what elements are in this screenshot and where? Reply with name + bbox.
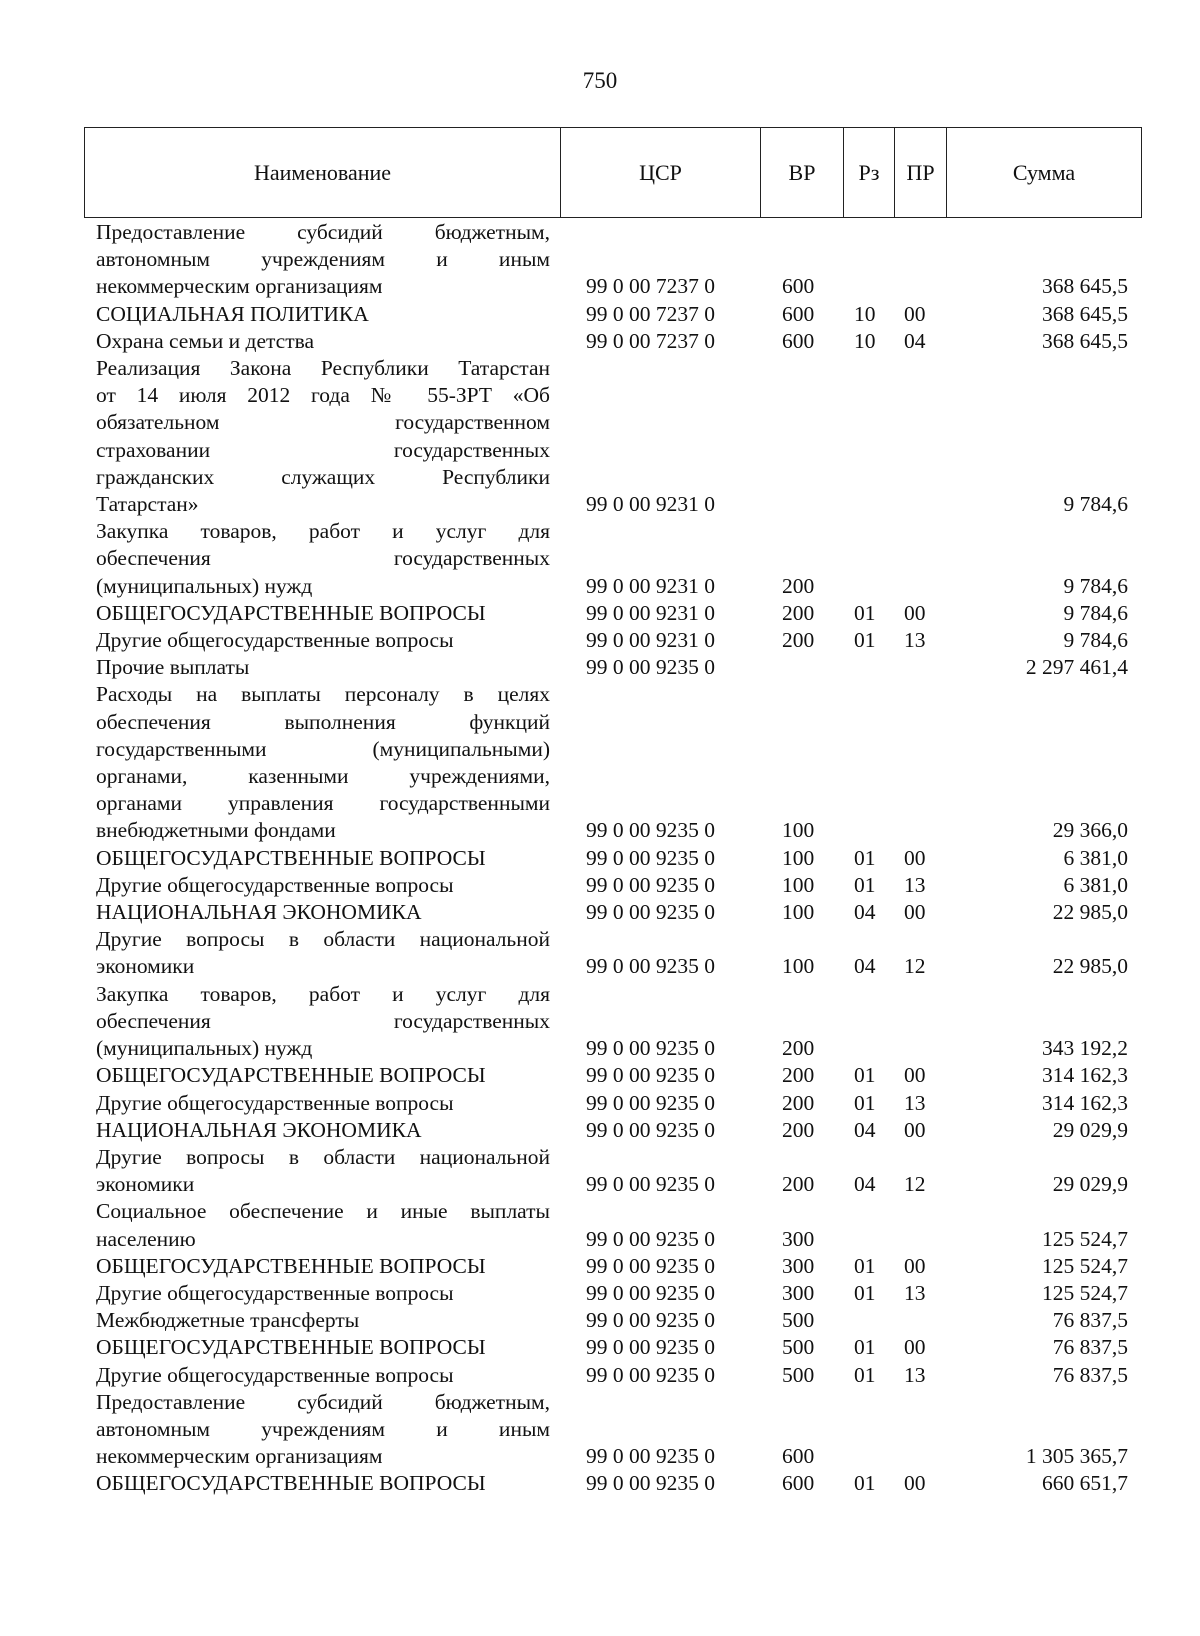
- row-csr: 99 0 00 9235 0: [586, 655, 715, 680]
- row-vr: 600: [782, 301, 815, 326]
- row-csr: 99 0 00 9235 0: [586, 1280, 715, 1305]
- row-rz: 10: [854, 328, 876, 353]
- row-sum: 22 985,0: [1052, 954, 1128, 979]
- row-vr: 100: [782, 954, 815, 979]
- row-sum: 368 645,5: [1042, 274, 1128, 299]
- row-name: [96, 1062, 550, 1089]
- row-csr: 99 0 00 9235 0: [586, 954, 715, 979]
- row-rz: 01: [854, 845, 876, 870]
- row-csr: 99 0 00 9231 0: [586, 628, 715, 653]
- row-rz: 04: [854, 1172, 876, 1197]
- row-vr: 300: [782, 1253, 815, 1278]
- row-rz: 01: [854, 872, 876, 897]
- row-csr: 99 0 00 9235 0: [586, 1253, 715, 1278]
- row-vr: 200: [782, 1063, 815, 1088]
- row-csr: 99 0 00 9235 0: [586, 872, 715, 897]
- row-rz: 01: [854, 628, 876, 653]
- row-name-line: обязательном государственном: [96, 410, 550, 435]
- row-name: [96, 219, 550, 301]
- row-name-line: обеспечения выполнения функций: [96, 709, 550, 734]
- row-pr: 00: [904, 1335, 926, 1360]
- table-row: [0, 1117, 1200, 1144]
- table-body: [0, 219, 1200, 1498]
- row-pr: 12: [904, 1172, 926, 1197]
- row-rz: 01: [854, 1063, 876, 1088]
- row-sum: 9 784,6: [1063, 628, 1128, 653]
- row-vr: 200: [782, 600, 815, 625]
- row-pr: 00: [904, 1063, 926, 1088]
- row-vr: 100: [782, 872, 815, 897]
- row-name-line: Прочие выплаты: [96, 655, 250, 680]
- row-name-line: автономным учреждениям и иным: [96, 247, 550, 272]
- row-name: [96, 1198, 550, 1252]
- row-name-line: СОЦИАЛЬНАЯ ПОЛИТИКА: [96, 301, 369, 326]
- header-vr: ВР: [761, 128, 844, 217]
- row-name-line: Реализация Закона Республики Татарстан: [96, 356, 550, 381]
- row-name-line: НАЦИОНАЛЬНАЯ ЭКОНОМИКА: [96, 900, 422, 925]
- row-vr: 200: [782, 573, 815, 598]
- row-csr: 99 0 00 9235 0: [586, 1471, 715, 1496]
- row-vr: 200: [782, 1036, 815, 1061]
- row-name-line: некоммерческим организациям: [96, 1444, 383, 1469]
- row-name: [96, 872, 550, 899]
- row-name-line: внебюджетными фондами: [96, 818, 336, 843]
- row-csr: 99 0 00 9235 0: [586, 1335, 715, 1360]
- row-vr: 300: [782, 1280, 815, 1305]
- row-name-line: Закупка товаров, работ и услуг для: [96, 981, 550, 1006]
- row-csr: 99 0 00 9231 0: [586, 600, 715, 625]
- row-sum: 368 645,5: [1042, 301, 1128, 326]
- row-name-line: ОБЩЕГОСУДАРСТВЕННЫЕ ВОПРОСЫ: [96, 1063, 486, 1088]
- row-name-line: Социальное обеспечение и иные выплаты: [96, 1199, 550, 1224]
- row-csr: 99 0 00 9235 0: [586, 1117, 715, 1142]
- row-name-line: экономики: [96, 1172, 195, 1197]
- row-name: [96, 681, 550, 844]
- row-sum: 125 524,7: [1042, 1253, 1128, 1278]
- row-vr: 200: [782, 1090, 815, 1115]
- row-vr: 600: [782, 328, 815, 353]
- row-pr: 00: [904, 900, 926, 925]
- row-vr: 600: [782, 274, 815, 299]
- table-row: [0, 681, 1200, 844]
- row-name-line: ОБЩЕГОСУДАРСТВЕННЫЕ ВОПРОСЫ: [96, 1471, 486, 1496]
- row-sum: 2 297 461,4: [1025, 655, 1128, 680]
- row-vr: 500: [782, 1308, 815, 1333]
- row-sum: 29 029,9: [1052, 1117, 1128, 1142]
- row-vr: 200: [782, 628, 815, 653]
- row-name-line: ОБЩЕГОСУДАРСТВЕННЫЕ ВОПРОСЫ: [96, 600, 486, 625]
- table-row: [0, 355, 1200, 518]
- row-name-line: Межбюджетные трансферты: [96, 1308, 360, 1333]
- row-sum: 9 784,6: [1063, 600, 1128, 625]
- row-name-line: Предоставление субсидий бюджетным,: [96, 1389, 550, 1414]
- row-name: [96, 1253, 550, 1280]
- row-sum: 22 985,0: [1052, 900, 1128, 925]
- row-name: [96, 845, 550, 872]
- row-sum: 76 837,5: [1052, 1335, 1128, 1360]
- table-row: [0, 654, 1200, 681]
- row-name: [96, 899, 550, 926]
- table-row: [0, 1470, 1200, 1497]
- row-csr: 99 0 00 9235 0: [586, 1063, 715, 1088]
- row-csr: 99 0 00 9231 0: [586, 573, 715, 598]
- row-name-line: Другие вопросы в области национальной: [96, 927, 550, 952]
- row-sum: 660 651,7: [1042, 1471, 1128, 1496]
- row-vr: 600: [782, 1471, 815, 1496]
- row-name: [96, 518, 550, 600]
- row-vr: 100: [782, 818, 815, 843]
- row-vr: 100: [782, 845, 815, 870]
- row-csr: 99 0 00 9235 0: [586, 1308, 715, 1333]
- row-name-line: Татарстан»: [96, 492, 199, 517]
- row-name: [96, 1280, 550, 1307]
- row-rz: 01: [854, 1253, 876, 1278]
- row-sum: 368 645,5: [1042, 328, 1128, 353]
- row-sum: 125 524,7: [1042, 1226, 1128, 1251]
- table-header: [84, 127, 1142, 218]
- row-csr: 99 0 00 9235 0: [586, 900, 715, 925]
- row-name-line: от 14 июля 2012 года № 55-ЗРТ «Об: [96, 383, 550, 408]
- row-pr: 13: [904, 1090, 926, 1115]
- row-csr: 99 0 00 9235 0: [586, 818, 715, 843]
- table-row: [0, 219, 1200, 301]
- row-name-line: (муниципальных) нужд: [96, 573, 313, 598]
- row-csr: 99 0 00 9235 0: [586, 845, 715, 870]
- row-sum: 9 784,6: [1063, 573, 1128, 598]
- row-pr: 13: [904, 1362, 926, 1387]
- row-name: [96, 981, 550, 1063]
- table-row: [0, 926, 1200, 980]
- table-row: [0, 1144, 1200, 1198]
- row-name-line: Другие общегосударственные вопросы: [96, 628, 454, 653]
- row-name: [96, 926, 550, 980]
- table-row: [0, 1090, 1200, 1117]
- table-row: [0, 1253, 1200, 1280]
- row-name: [96, 301, 550, 328]
- row-name-line: обеспечения государственных: [96, 546, 550, 571]
- row-rz: 01: [854, 1280, 876, 1305]
- row-name-line: (муниципальных) нужд: [96, 1036, 313, 1061]
- row-name-line: Другие общегосударственные вопросы: [96, 1090, 454, 1115]
- header-sum: Сумма: [1012, 159, 1076, 185]
- row-sum: 6 381,0: [1063, 872, 1128, 897]
- row-name: [96, 355, 550, 518]
- page-number: 750: [582, 68, 618, 93]
- row-rz: 04: [854, 954, 876, 979]
- row-name-line: Другие общегосударственные вопросы: [96, 872, 454, 897]
- row-vr: 200: [782, 1117, 815, 1142]
- row-name: [96, 1334, 550, 1361]
- table-row: [0, 1307, 1200, 1334]
- table-row: [0, 1334, 1200, 1361]
- row-sum: 6 381,0: [1063, 845, 1128, 870]
- row-name-line: некоммерческим организациям: [96, 274, 383, 299]
- row-name-line: Охрана семьи и детства: [96, 328, 315, 353]
- row-csr: 99 0 00 9235 0: [586, 1362, 715, 1387]
- row-name: [96, 1389, 550, 1471]
- row-sum: 29 366,0: [1052, 818, 1128, 843]
- table-row: [0, 328, 1200, 355]
- row-name: [96, 328, 550, 355]
- header-pr: ПР: [895, 128, 947, 217]
- row-sum: 1 305 365,7: [1025, 1444, 1128, 1469]
- table-row: [0, 600, 1200, 627]
- row-vr: 500: [782, 1335, 815, 1360]
- row-pr: 13: [904, 1280, 926, 1305]
- row-vr: 100: [782, 900, 815, 925]
- row-csr: 99 0 00 9235 0: [586, 1226, 715, 1251]
- row-pr: 00: [904, 1253, 926, 1278]
- row-name: [96, 1144, 550, 1198]
- row-vr: 300: [782, 1226, 815, 1251]
- row-vr: 500: [782, 1362, 815, 1387]
- row-name: [96, 1362, 550, 1389]
- row-pr: 00: [904, 1471, 926, 1496]
- row-name-line: обеспечения государственных: [96, 1008, 550, 1033]
- row-name-line: экономики: [96, 954, 195, 979]
- row-name-line: государственными (муниципальными): [96, 736, 550, 761]
- row-csr: 99 0 00 7237 0: [586, 274, 715, 299]
- row-csr: 99 0 00 9235 0: [586, 1090, 715, 1115]
- row-name-line: органами управления государственными: [96, 791, 550, 816]
- row-csr: 99 0 00 7237 0: [586, 301, 715, 326]
- table-row: [0, 1389, 1200, 1471]
- row-name: [96, 1117, 550, 1144]
- row-name: [96, 1470, 550, 1497]
- row-name: [96, 1307, 550, 1334]
- row-vr: 200: [782, 1172, 815, 1197]
- row-rz: 01: [854, 1090, 876, 1115]
- row-name-line: органами, казенными учреждениями,: [96, 764, 550, 789]
- row-name: [96, 654, 550, 681]
- table-row: [0, 301, 1200, 328]
- row-vr: 600: [782, 1444, 815, 1469]
- row-rz: 04: [854, 900, 876, 925]
- row-pr: 13: [904, 628, 926, 653]
- row-name-line: ОБЩЕГОСУДАРСТВЕННЫЕ ВОПРОСЫ: [96, 845, 486, 870]
- table-row: [0, 1280, 1200, 1307]
- row-sum: 125 524,7: [1042, 1280, 1128, 1305]
- row-pr: 04: [904, 328, 926, 353]
- row-name-line: страховании государственных: [96, 437, 550, 462]
- row-csr: 99 0 00 9235 0: [586, 1172, 715, 1197]
- row-name-line: НАЦИОНАЛЬНАЯ ЭКОНОМИКА: [96, 1117, 422, 1142]
- row-name-line: ОБЩЕГОСУДАРСТВЕННЫЕ ВОПРОСЫ: [96, 1253, 486, 1278]
- table-row: [0, 845, 1200, 872]
- row-pr: 00: [904, 301, 926, 326]
- row-name-line: гражданских служащих Республики: [96, 464, 550, 489]
- row-pr: 00: [904, 1117, 926, 1142]
- row-name-line: ОБЩЕГОСУДАРСТВЕННЫЕ ВОПРОСЫ: [96, 1335, 486, 1360]
- row-rz: 01: [854, 600, 876, 625]
- row-name-line: Предоставление субсидий бюджетным,: [96, 220, 550, 244]
- row-rz: 01: [854, 1471, 876, 1496]
- row-name-line: Другие общегосударственные вопросы: [96, 1362, 454, 1387]
- header-rz: Рз: [844, 128, 895, 217]
- row-pr: 13: [904, 872, 926, 897]
- row-csr: 99 0 00 7237 0: [586, 328, 715, 353]
- row-rz: 10: [854, 301, 876, 326]
- row-pr: 00: [904, 600, 926, 625]
- row-name-line: Другие общегосударственные вопросы: [96, 1280, 454, 1305]
- table-row: [0, 899, 1200, 926]
- row-name-line: Другие вопросы в области национальной: [96, 1144, 550, 1169]
- row-sum: 314 162,3: [1042, 1090, 1128, 1115]
- table-row: [0, 872, 1200, 899]
- row-rz: 04: [854, 1117, 876, 1142]
- row-name: [96, 627, 550, 654]
- table-row: [0, 627, 1200, 654]
- table-row: [0, 1362, 1200, 1389]
- table-row: [0, 1062, 1200, 1089]
- row-sum: 9 784,6: [1063, 492, 1128, 517]
- row-name-line: автономным учреждениям и иным: [96, 1416, 550, 1441]
- row-rz: 01: [854, 1362, 876, 1387]
- row-csr: 99 0 00 9231 0: [586, 492, 715, 517]
- row-name-line: Расходы на выплаты персоналу в целях: [96, 682, 550, 707]
- row-sum: 29 029,9: [1052, 1172, 1128, 1197]
- row-rz: 01: [854, 1335, 876, 1360]
- row-sum: 343 192,2: [1042, 1036, 1128, 1061]
- row-name-line: Закупка товаров, работ и услуг для: [96, 519, 550, 544]
- row-name: [96, 600, 550, 627]
- table-row: [0, 1198, 1200, 1252]
- row-sum: 76 837,5: [1052, 1362, 1128, 1387]
- row-name: [96, 1090, 550, 1117]
- header-csr: ЦСР: [561, 128, 761, 217]
- header-name: Наименование: [85, 128, 561, 217]
- row-name-line: населению: [96, 1226, 196, 1251]
- table-row: [0, 518, 1200, 600]
- row-sum: 314 162,3: [1042, 1063, 1128, 1088]
- row-csr: 99 0 00 9235 0: [586, 1036, 715, 1061]
- row-csr: 99 0 00 9235 0: [586, 1444, 715, 1469]
- table-row: [0, 981, 1200, 1063]
- row-pr: 12: [904, 954, 926, 979]
- row-sum: 76 837,5: [1052, 1308, 1128, 1333]
- row-pr: 00: [904, 845, 926, 870]
